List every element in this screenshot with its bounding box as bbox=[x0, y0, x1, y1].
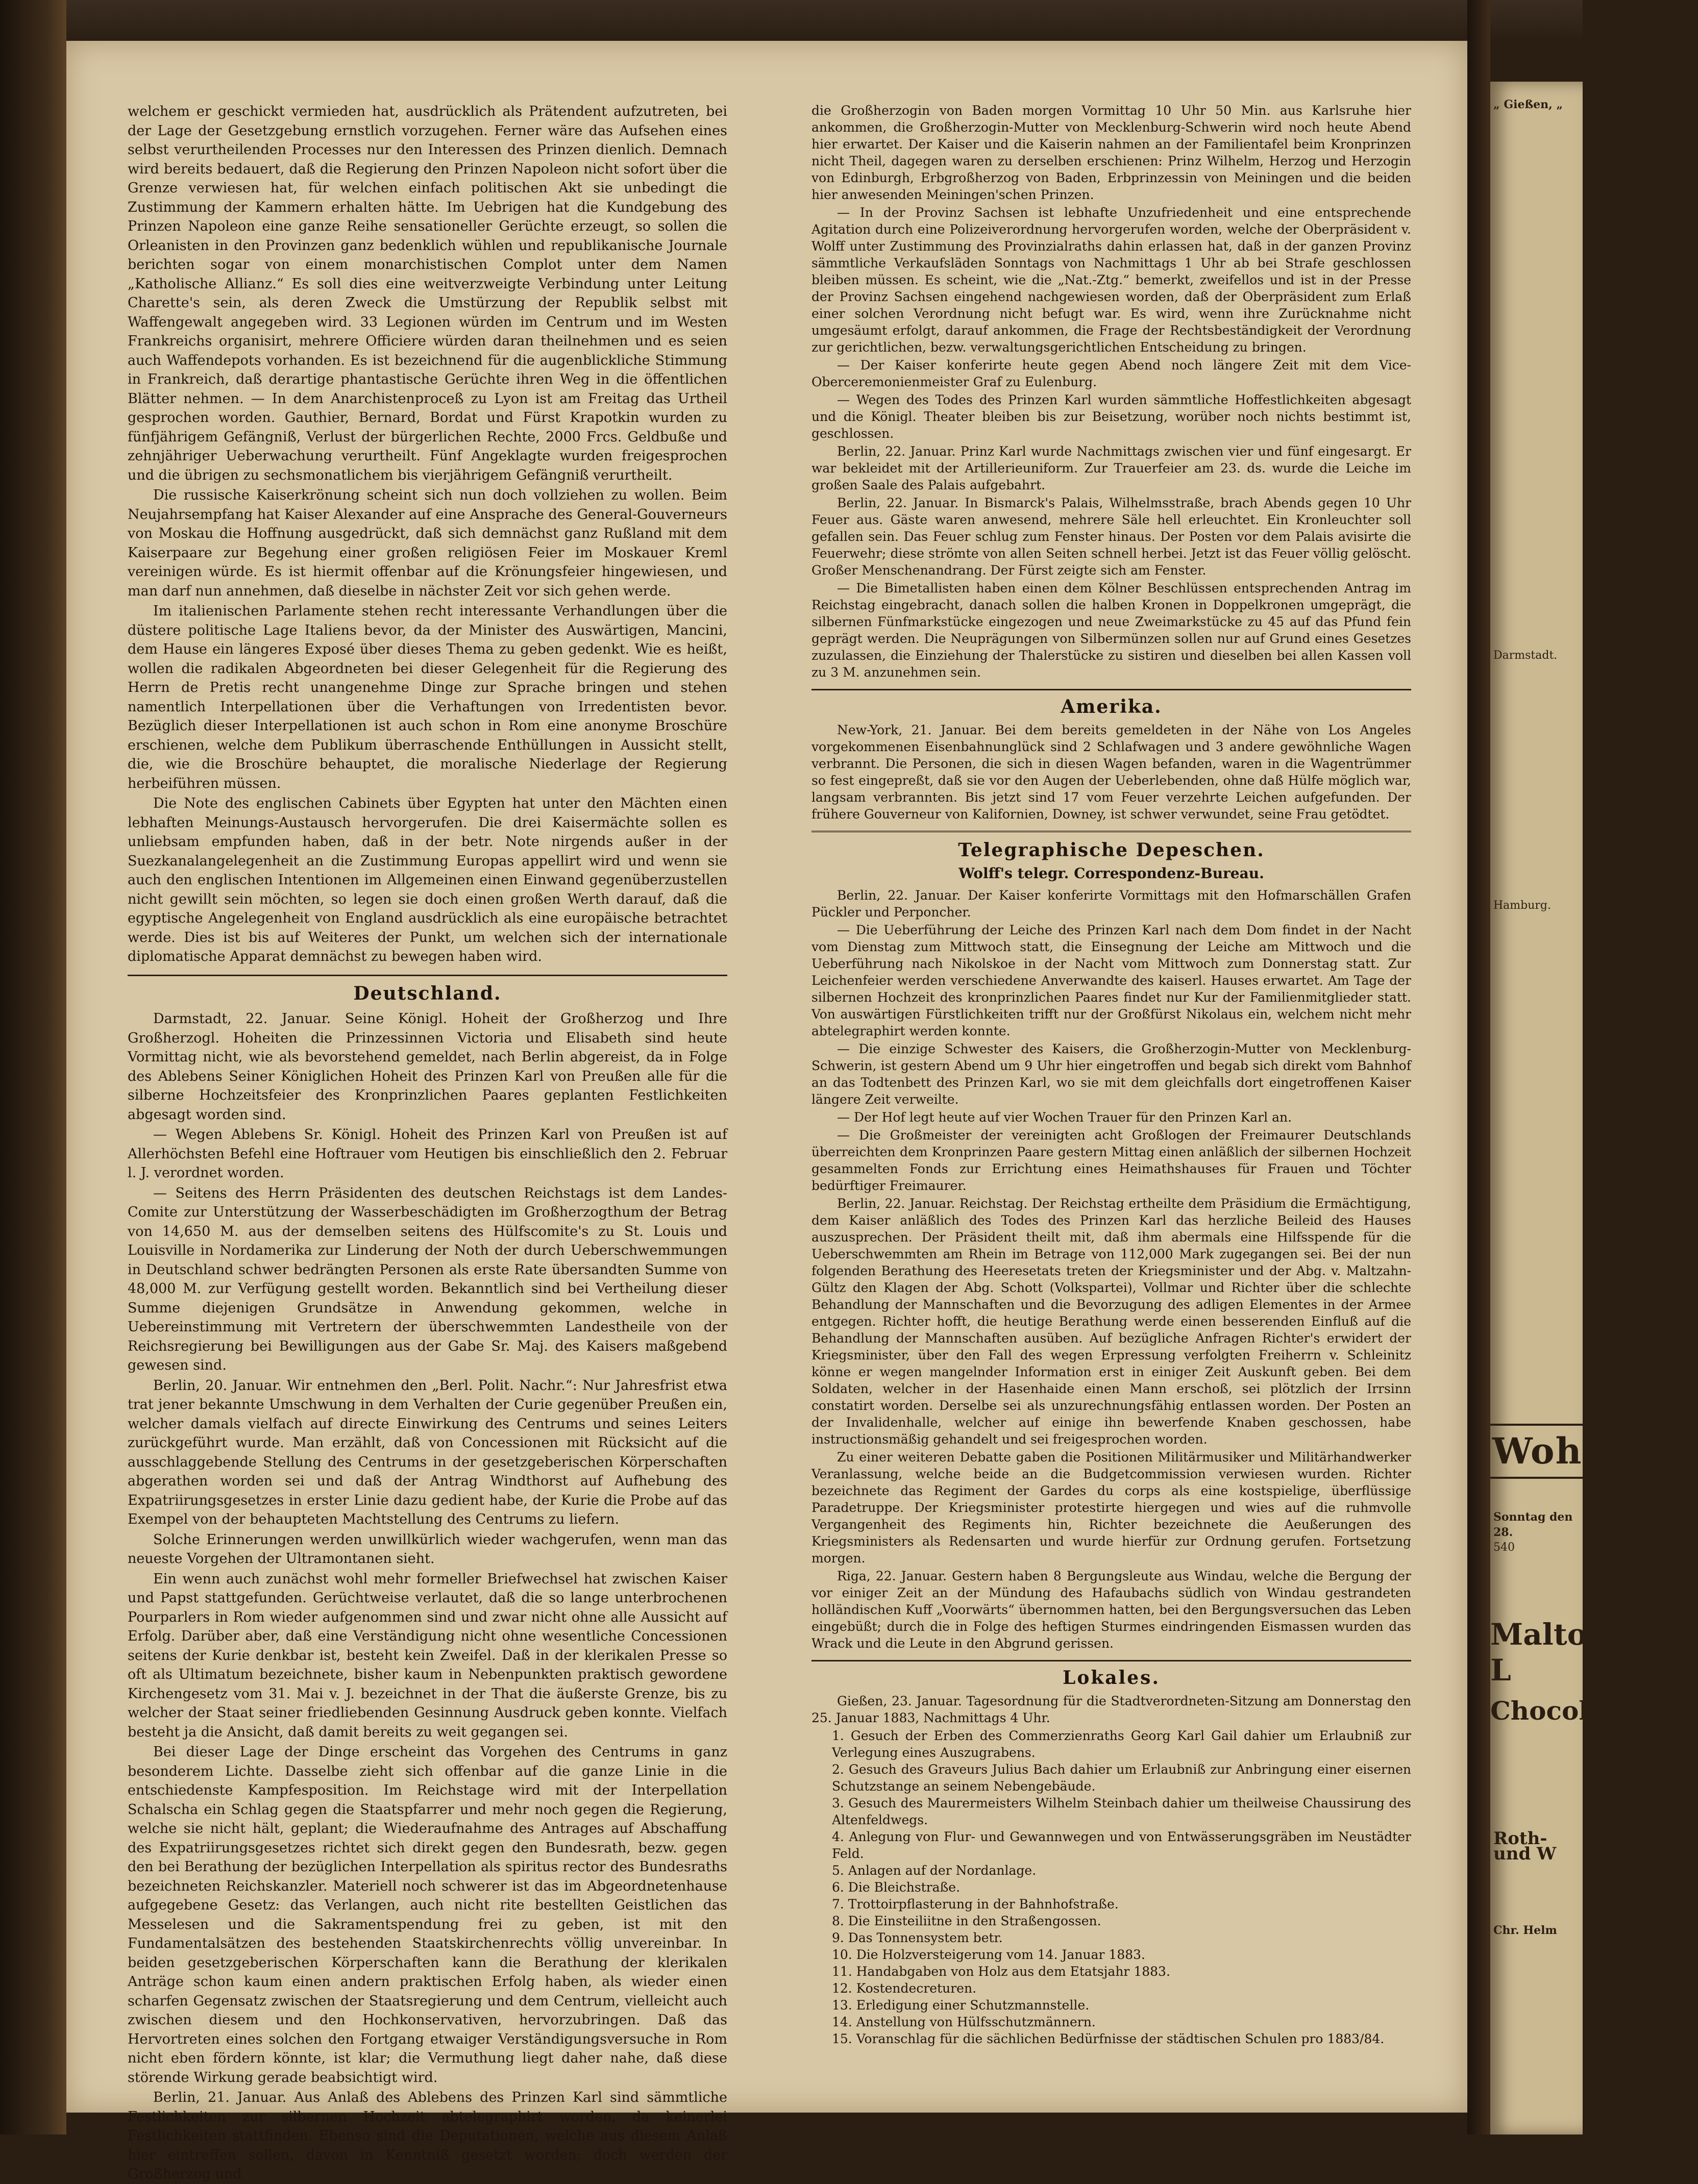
article-paragraph: Zu einer weiteren Debatte gaben die Positionen Militärmusiker und Militärhandwerker Veranlassung, welche beide an die Budgetcommission verwiesen wurden. Richter bezeichnete das Regiment der Gardes du corps als eine kostspielige, überflüssige Paradetruppe. Der Kriegsminister protestirte hiergegen und wies auf die ruhmvolle Vergangenheit des Regiments hin, Richter bezeichnete die Aeußerungen des Kriegsministers als Redensarten und wurde hierfür zur Ordnung gerufen. Fortsetzung morgen. bbox=[811, 1450, 1411, 1566]
article-paragraph: Gießen, 23. Januar. Tagesordnung für die Stadtverordneten-Sitzung am Donnerstag den 25. Januar 1883, Nachmittags 4 Uhr. bbox=[811, 1694, 1411, 1725]
article-paragraph: — Die Ueberführung der Leiche des Prinzen Karl nach dem Dom findet in der Nacht vom Dienstag zum Mittwoch statt, die Einsegnung der Leiche am Mittwoch und die Ueberführung nach Nikolskoe in der Nacht vom Mittwoch zum Donnerstag statt. Zur Leichenfeier werden verschiedene Anverwandte des kaiserl. Hauses erwartet. Am Tage der silbernen Hochzeit des kronprinzlichen Paares findet nur Kur der Familienmitglieder statt. Von auswärtigen Fürstlichkeiten trifft nur der Großfürst Nikolaus ein, welchem nicht mehr abtelegraphirt werden konnte. bbox=[811, 923, 1411, 1038]
advertisement-heading: Chocola bbox=[1490, 1696, 1605, 1726]
section-divider bbox=[811, 689, 1411, 690]
section-divider bbox=[811, 831, 1411, 834]
agenda-item: 15. Voranschlag für die sächlichen Bedürfnisse der städtischen Schulen pro 1883/84. bbox=[832, 2031, 1385, 2046]
article-paragraph: — Die Bimetallisten haben einen dem Kölner Beschlüssen entsprechenden Antrag im Reichstag eingebracht, danach sollen die halben Kronen in Doppelkronen umgeprägt, die silbernen Fünfmarkstücke eingezogen und neue Zweimarkstücke zu 45 auf das Pfund fein geprägt werden. Die Neuprägungen von Silbermünzen sollen nur auf Grund eines Gesetzes zuzulassen, die Einziehung der Thalerstücke zu sistiren und dieselben bei allen Kassen voll zu 3 M. anzunehmen sein. bbox=[811, 581, 1411, 680]
article-paragraph: Berlin, 22. Januar. Prinz Karl wurde Nachmittags zwischen vier und fünf eingesargt. Er war bekleidet mit der Artillerieuniform. Zur Trauerfeier am 23. ds. wurde die Leiche im großen Saale des Palais aufgebahrt. bbox=[811, 444, 1411, 492]
agenda-item: 9. Das Tonnensystem betr. bbox=[832, 1930, 1003, 1945]
agenda-item: 7. Trottoirpflasterung in der Bahnhofstraße. bbox=[832, 1897, 1119, 1912]
column-right bbox=[811, 102, 1411, 2082]
article-paragraph: Berlin, 20. Januar. Wir entnehmen den „Berl. Polit. Nachr.“: Nur Jahresfrist etwa trat jener bekannte Umschwung in dem Verhalten der Curie gegenüber Preußen ein, welcher damals vielfach auf directe Einwirkung des Centrums und seines Leiters zurückgeführt wurde. Man erzählt, daß von Concessionen mit Rücksicht auf die ausschlaggebende Stellung des Centrums in der gesetzgeberischen Körperschaften abgerathen worden sei und daß der Antrag Windthorst auf Aufhebung des Expatriirungsgesetzes in erster Linie dazu gedient habe, der Kurie die Probe auf das Exempel von der behaupteten Machtstellung des Centrums zu liefern. bbox=[128, 1377, 727, 1527]
advertisement-heading: Wohlthäti bbox=[1490, 1424, 1583, 1479]
article-paragraph: New-York, 21. Januar. Bei dem bereits gemeldeten in der Nähe von Los Angeles vorgekommenen Eisenbahnunglück sind 2 Schlafwagen und 3 andere gewöhnliche Wagen verbrannt. Die Personen, die sich in diesen Wagen befanden, waren in die Wagentrümmer so fest eingepreßt, daß sie vor den Augen der Ueberlebenden, ohne daß Hülfe möglich war, langsam verbrannten. Bis jetzt sind 17 vom Feuer verzehrte Leichen aufgefunden. Der frühere Gouverneur von Kalifornien, Downey, ist schwer verwundet, seine Frau getödtet. bbox=[811, 723, 1411, 822]
agenda-list bbox=[811, 1727, 1411, 2047]
neighbor-text: Roth- und W bbox=[1493, 1828, 1557, 1864]
section-subheading-wolff: Wolff's telegr. Correspondenz-Bureau. bbox=[958, 865, 1264, 882]
article-paragraph: Bei dieser Lage der Dinge erscheint das Vorgehen des Centrums in ganz besonderem Lichte. Dasselbe zieht sich offenbar auf die ganze Linie in die entschiedenste Kampfesposition. Im Reichstage wird mit der Interpellation Schalscha ein Schlag gegen die Staatspfarrer und mehr noch gegen die Regierung, welche sie nicht hält, geplant; die Wiederaufnahme des Antrages auf Abschaffung des Expatriirungsgesetzes richtet sich direkt gegen den Bundesrath, bezw. gegen den bei Berathung der bezüglichen Interpellation als spiritus rector des Bundesraths bezeichneten Reichskanzler. Materiell noch schwerer ist das im Abgeordnetenhause aufgegebene Gesetz: das Verlangen, auch nicht rite bestellten Geistlichen das Messelesen und die Sakramentspendung frei zu geben, ist mit den Fundamentalsätzen des bestehenden Staatskirchenrechts völlig unvereinbar. In beiden gesetzgeberischen Körperschaften kann die Berathung der klerikalen Anträge schon kaum einen andern praktischen Erfolg haben, als wieder einen scharfen Gegensatz zwischen der Staatsregierung und dem Centrum, vielleicht auch zwischen diesem und den Hochkonservativen, hervorzubringen. Daß das Hervortreten eines solchen den Fortgang etwaiger Verständigungsversuche in Rom nicht eben fördern könnte, ist klar; die Vermuthung liegt daher nahe, daß diese störende Wirkung gerade beabsichtigt wird. bbox=[128, 1744, 727, 2086]
section-heading-telegraphische-depeschen: Telegraphische Depeschen. bbox=[958, 839, 1265, 861]
article-paragraph: — Der Hof legt heute auf vier Wochen Trauer für den Prinzen Karl an. bbox=[837, 1110, 1292, 1125]
article-paragraph: — Wegen Ablebens Sr. Königl. Hoheit des Prinzen Karl von Preußen ist auf Allerhöchsten Befehl eine Hoftrauer vom Heutigen bis einschließlich den 2. Februar l. J. verordnet worden. bbox=[128, 1127, 727, 1181]
agenda-item: 4. Anlegung von Flur- und Gewannwegen und von Entwässerungsgräben im Neustädter Feld. bbox=[832, 1829, 1411, 1861]
page-gutter bbox=[1467, 0, 1490, 2135]
agenda-item: 11. Handabgaben von Holz aus dem Etatsjahr 1883. bbox=[832, 1964, 1170, 1979]
agenda-item: 13. Erledigung einer Schutzmannstelle. bbox=[832, 1998, 1090, 2013]
article-paragraph: Im italienischen Parlamente stehen recht interessante Verhandlungen über die düstere politische Lage Italiens bevor, da der Minister des Auswärtigen, Mancini, dem Hause ein längeres Exposé über dieses Thema zu geben gedenkt. Wie es heißt, wollen die radikalen Abgeordneten bei dieser Gelegenheit für die Regierung des Herrn de Pretis recht unangenehme Dinge zur Sprache bringen und stehen namentlich Interpellationen über die Verhaftungen von Irredentisten bevor. Bezüglich dieser Interpellationen ist auch schon in Rom eine anonyme Broschüre erschienen, welche dem Publikum überraschende Enthüllungen in Aussicht stellt, die, wie die Broschüre behauptet, die moralische Niederlage der Regierung herbeiführen müssen. bbox=[128, 603, 727, 791]
neighbor-text: „ Gießen, „ bbox=[1493, 98, 1563, 111]
section-heading-lokales: Lokales. bbox=[1063, 1667, 1160, 1689]
article-paragraph: — Seitens des Herrn Präsidenten des deutschen Reichstags ist dem Landes-Comite zur Unterstützung der Wasserbeschädigten im Großherzogthum der Betrag von 14,650 M. aus der demselben seitens des Hülfscomite's zu St. Louis und Louisville in Nordamerika zur Linderung der Noth der durch Ueberschwemmungen in Deutschland schwer bedrängten Personen als erste Rate übersandten Summe von 48,000 M. zur Verfügung gestellt worden. Bekanntlich sind bei Vertheilung dieser Summe diejenigen Grundsätze in Anwendung gekommen, welche in Uebereinstimmung mit Vertretern der überschwemmten Landestheile von der Reichsregierung bei Bewilligungen aus der Gabe Sr. Maj. des Kaisers maßgebend gewesen sind. bbox=[128, 1185, 727, 1373]
article-paragraph: Solche Erinnerungen werden unwillkürlich wieder wachgerufen, wenn man das neueste Vorgehen der Ultramontanen sieht. bbox=[128, 1531, 727, 1567]
article-paragraph: — Wegen des Todes des Prinzen Karl wurden sämmtliche Hoffestlichkeiten abgesagt und die Königl. Theater bleiben bis zur Beisetzung, worüber noch nichts bestimmt ist, geschlossen. bbox=[811, 392, 1411, 441]
article-paragraph: die Großherzogin von Baden morgen Vormittag 10 Uhr 50 Min. aus Karlsruhe hier ankommen, die Großherzogin-Mutter von Mecklenburg-Schwerin wird noch heute Abend hier erwartet. Der Kaiser und die Kaiserin nahmen an der Familientafel beim Kronprinzen nicht Theil, dagegen waren zu derselben erschienen: Prinz Wilhelm, Herzog und Herzogin von Edinburgh, Erbgroßherzog von Baden, Erbprinzessin von Meiningen und die beiden hier anwesenden Meiningen'schen Prinzen. bbox=[811, 103, 1411, 202]
neighbor-text: Sonntag den 28. bbox=[1493, 1510, 1573, 1539]
neighbor-text: Chr. Helm bbox=[1493, 1924, 1557, 1937]
agenda-item: 14. Anstellung von Hülfsschutzmännern. bbox=[832, 2015, 1096, 2029]
article-paragraph: Berlin, 22. Januar. Reichstag. Der Reichstag ertheilte dem Präsidium die Ermächtigung, dem Kaiser anläßlich des Todes des Prinzen Karl das herzliche Beileid des Hauses auszusprechen. Der Präsident theilt mit, daß ihm abermals eine Hilfsspende für die Ueberschwemmten am Rhein im Betrage von 112,000 Mark zugegangen sei. Bei der nun folgenden Berathung des Heeresetats treten der Kriegsminister und der Abg. v. Maltzahn-Gültz den Klagen der Abg. Schott (Volkspartei), Vollmar und Richter über die schlechte Behandlung der Mannschaften und die Bevorzugung des adligen Elementes in der Armee entgegen. Richter hofft, die heutige Berathung werde einen besserenden Einfluß auf die Behandlung der Mannschaften ausüben. Auf bezügliche Anfragen Richter's erwidert der Kriegsminister, über den Fall des wegen Erpressung verfolgten Freiherrn v. Schleinitz könne er wegen mangelnder Information erst in einiger Zeit Auskunft geben. Bei dem Soldaten, welcher in der Hasenhaide einen Mann erschoß, sei plötzlich der Irrsinn constatirt worden. Derselbe sei als unzurechnungsfähig entlassen worden. Der Posten an der Invalidenhalle, welcher auf einige ihn bewerfende Knaben geschossen, habe instructionsmäßig gehandelt und sei freigesprochen worden. bbox=[811, 1196, 1411, 1447]
article-paragraph: — Die Großmeister der vereinigten acht Großlogen der Freimaurer Deutschlands überreichten dem Kronprinzen Paare gestern Mittag einen anläßlich der silbernen Hochzeit gesammelten Fonds zur Errichtung eines Heimathshauses für Frauen und Töchter bedürftiger Freimaurer. bbox=[811, 1128, 1411, 1193]
section-heading-deutschland: Deutschland. bbox=[353, 982, 502, 1004]
article-paragraph: — In der Provinz Sachsen ist lebhafte Unzufriedenheit und eine entsprechende Agitation durch eine Polizeiverordnung hervorgerufen worden, welche der Oberpräsident v. Wolff unter Zustimmung des Provinzialraths dahin erlassen hat, daß in der ganzen Provinz sämmtliche Verkaufsläden Sonntags von Nachmittags 1 Uhr ab bei Strafe geschlossen bleiben müssen. Es scheint, wie die „Nat.-Ztg.“ bemerkt, zweifellos und ist in der Presse der Provinz Sachsen eingehend nachgewiesen worden, daß der Oberpräsident zum Erlaß einer solchen Verordnung nicht befugt war. Es wird, wenn ihre Zurücknahme nicht umgesäumt erfolgt, darauf ankommen, die Frage der Rechtsbeständigkeit der Verordnung zur gerichtlichen, bezw. verwaltungsgerichtlichen Entscheidung zu bringen. bbox=[811, 205, 1411, 355]
section-divider bbox=[811, 1660, 1411, 1661]
agenda-item: 12. Kostendecreturen. bbox=[832, 1981, 977, 1996]
agenda-item: 6. Die Bleichstraße. bbox=[832, 1880, 961, 1895]
section-divider bbox=[128, 975, 727, 976]
neighbor-text: Hamburg. bbox=[1493, 899, 1552, 912]
article-paragraph: — Die einzige Schwester des Kaisers, die Großherzogin-Mutter von Mecklenburg-Schwerin, ist gestern Abend um 9 Uhr hier eingetroffen und begab sich direkt vom Bahnhof an das Todtenbett des Prinzen Karl, wo sie mit dem gleichfalls dort eingetroffenen Kaiser längere Zeit verweilte. bbox=[811, 1041, 1411, 1107]
article-paragraph: Die Note des englischen Cabinets über Egypten hat unter den Mächten einen lebhaften Meinungs-Austausch hervorgerufen. Die drei Kaisermächte sollen es unliebsam empfunden haben, daß in der betr. Note nirgends außer in der Suezkanalangelegenheit an die Zustimmung Europas appellirt wird und wenn sie auch den englischen Intentionen im Allgemeinen einen Einwand gegenüberzustellen nicht gewillt sein möchten, so legen sie doch einen großen Werth darauf, daß die egyptische Angelegenheit von England ausdrücklich als eine europäische betrachtet werde. Dies ist bis auf Weiteres der Punkt, um welchen sich der internationale diplomatische Apparat demnächst zu bewegen haben wird. bbox=[128, 796, 727, 964]
article-paragraph: Ein wenn auch zunächst wohl mehr formeller Briefwechsel hat zwischen Kaiser und Papst stattgefunden. Gerüchtweise verlautet, daß die so lange unterbrochenen Pourparlers in Rom wieder aufgenommen sind und zwar nicht ohne alle Aussicht auf Erfolg. Darüber aber, daß eine Verständigung nicht ohne wesentliche Concessionen seitens der Kurie denkbar ist, besteht kein Zweifel. Daß in der klerikalen Presse so oft als Ultimatum bezeichnete, bisher kaum in Nebenpunkten praktisch gewordene Kirchengesetz vom 31. Mai v. J. bezeichnet in der That die äußerste Grenze, bis zu welcher der Staat seiner friedliebenden Gesinnung Ausdruck geben konnte. Vielfach besteht ja die Ansicht, daß damit bereits zu weit gegangen sei. bbox=[128, 1571, 727, 1740]
article-paragraph: — Der Kaiser konferirte heute gegen Abend noch längere Zeit mit dem Vice-Oberceremonienmeister Graf zu Eulenburg. bbox=[811, 358, 1411, 389]
agenda-item: 3. Gesuch des Maurermeisters Wilhelm Steinbach dahier um theilweise Chaussirung des Altenfeldwegs. bbox=[832, 1796, 1411, 1827]
article-paragraph: Riga, 22. Januar. Gestern haben 8 Bergungsleute aus Windau, welche die Bergung der vor einiger Zeit an der Mündung des Hafaubachs südlich von Windau gestrandeten holländischen Kuff „Voorwärts“ übernommen hatten, bei den Bergungsversuchen das Leben eingebüßt; durch die in Folge des heftigen Sturmes eindringenden Eismassen wurden das Wrack und die Leute in den Abgrund gerissen. bbox=[811, 1569, 1411, 1651]
adjacent-page-fragment bbox=[1490, 82, 1698, 2135]
agenda-item: 10. Die Holzversteigerung vom 14. Januar 1883. bbox=[832, 1947, 1145, 1962]
article-paragraph: Die russische Kaiserkrönung scheint sich nun doch vollziehen zu wollen. Beim Neujahrsempfang hat Kaiser Alexander auf eine Ansprache des General-Gouverneurs von Moskau die Hoffnung ausgedrückt, daß sich demnächst ganz Rußland mit dem Kaiserpaare zur Begehung einer großen religiösen Feier im Moskauer Kreml vereinigen würde. Es ist hiermit offenbar auf die Krönungsfeier hingewiesen, und man darf nun annehmen, daß dieselbe in nächster Zeit vor sich gehen werde. bbox=[128, 487, 727, 599]
book-binding-left bbox=[0, 0, 66, 2135]
advertisement-heading: Malto-L bbox=[1490, 1617, 1599, 1687]
column-left bbox=[128, 102, 727, 2182]
neighbor-text: 540 bbox=[1493, 1541, 1515, 1554]
article-paragraph: Darmstadt, 22. Januar. Seine Königl. Hoheit der Großherzog und Ihre Großherzogl. Hoheiten die Prinzessinnen Victoria und Elisabeth sind heute Vormittag nicht, wie als bevorstehend gemeldet, nach Berlin abgereist, da in Folge des Ablebens Seiner Königlichen Hoheit des Prinzen Karl von Preußen alle für die silberne Hochzeitsfeier des Kronprinzlichen Paares geplanten Festlichkeiten abgesagt worden sind. bbox=[128, 1011, 727, 1123]
agenda-item: 5. Anlagen auf der Nordanlage. bbox=[832, 1863, 1037, 1878]
book-binding-top bbox=[0, 0, 1583, 41]
neighbor-text: Darmstadt. bbox=[1493, 649, 1558, 662]
agenda-item: 1. Gesuch der Erben des Commerzienraths Georg Karl Gail dahier um Erlaubniß zur Verlegung eines Auszugrabens. bbox=[832, 1728, 1411, 1760]
article-paragraph: Berlin, 21. Januar. Aus Anlaß des Ablebens des Prinzen Karl sind sämmtliche Festlichkeiten zur silbernen Hochzeit abtelegraphirt worden, da keinerlei Festlichkeiten stattfinden. Ebenso sind die Deputationen, welche aus diesem Anlaß hier eintreffen sollen, davon in Kenntniß gesetzt worden; doch werden der Großherzog und bbox=[128, 2090, 727, 2182]
article-paragraph: Berlin, 22. Januar. Der Kaiser konferirte Vormittags mit den Hofmarschällen Grafen Pückler und Perponcher. bbox=[811, 888, 1411, 920]
agenda-item: 2. Gesuch des Graveurs Julius Bach dahier um Erlaubniß zur Anbringung einer eisernen Schutzstange an seinem Nebengebäude. bbox=[832, 1762, 1411, 1794]
article-paragraph: Berlin, 22. Januar. In Bismarck's Palais, Wilhelmsstraße, brach Abends gegen 10 Uhr Feuer aus. Gäste waren anwesend, mehrere Säle hell erleuchtet. Ein Kronleuchter soll gefallen sein. Das Feuer schlug zum Fenster hinaus. Der Posten vor dem Palais avisirte die Feuerwehr; diese strömte von allen Seiten schnell herbei. Jetzt ist das Feuer völlig gelöscht. Großer Menschenandrang. Der Fürst zeigte sich am Fenster. bbox=[811, 495, 1411, 578]
article-paragraph: welchem er geschickt vermieden hat, ausdrücklich als Prätendent aufzutreten, bei der Lage der Gesetzgebung ernstlich vorzugehen. Ferner wäre das Aufsehen eines selbst verurtheilenden Processes nur den Interessen des Prinzen dienlich. Demnach wird bereits bedauert, daß die Regierung den Prinzen Napoleon nicht sofort über die Grenze verwiesen hat, für welchen einfach politischen Akt sie unbedingt die Zustimmung der Kammern erhalten hätte. Im Uebrigen hat die Kundgebung des Prinzen Napoleon eine ganze Reihe sensationeller Gerüchte erzeugt, so sollen die Orleanisten in den Provinzen ganz bedenklich wühlen und republikanische Journale berichten sogar von einem monarchistischen Complot unter dem Namen „Katholische Allianz.“ Es soll dies eine weitverzweigte Verbindung unter Leitung Charette's sein, als deren Zweck die Umstürzung der Republik selbst mit Waffengewalt angegeben wird. 33 Legionen würden im Centrum und im Westen Frankreichs organisirt, mehrere Officiere würden daran theilnehmen und es seien auch Waffendepots vorhanden. Es ist bezeichnend für die augenblickliche Stimmung in Frankreich, daß derartige phantastische Gerüchte ihren Weg in die öffentlichen Blätter nehmen. — In dem Anarchistenproceß zu Lyon ist am Freitag das Urtheil gesprochen worden. Gauthier, Bernard, Bordat und Fürst Krapotkin wurden zu fünfjährigem Gefängniß, Verlust der bürgerlichen Rechte, 2000 Frcs. Geldbuße und zehnjähriger Ueberwachung verurtheilt. Fünf Angeklagte wurden freigesprochen und die übrigen zu sechsmonatlichem bis vierjährigem Gefängniß verurtheilt. bbox=[128, 104, 727, 483]
agenda-item: 8. Die Einsteiliitne in den Straßengossen. bbox=[832, 1914, 1101, 1928]
section-heading-amerika: Amerika. bbox=[1061, 696, 1162, 717]
